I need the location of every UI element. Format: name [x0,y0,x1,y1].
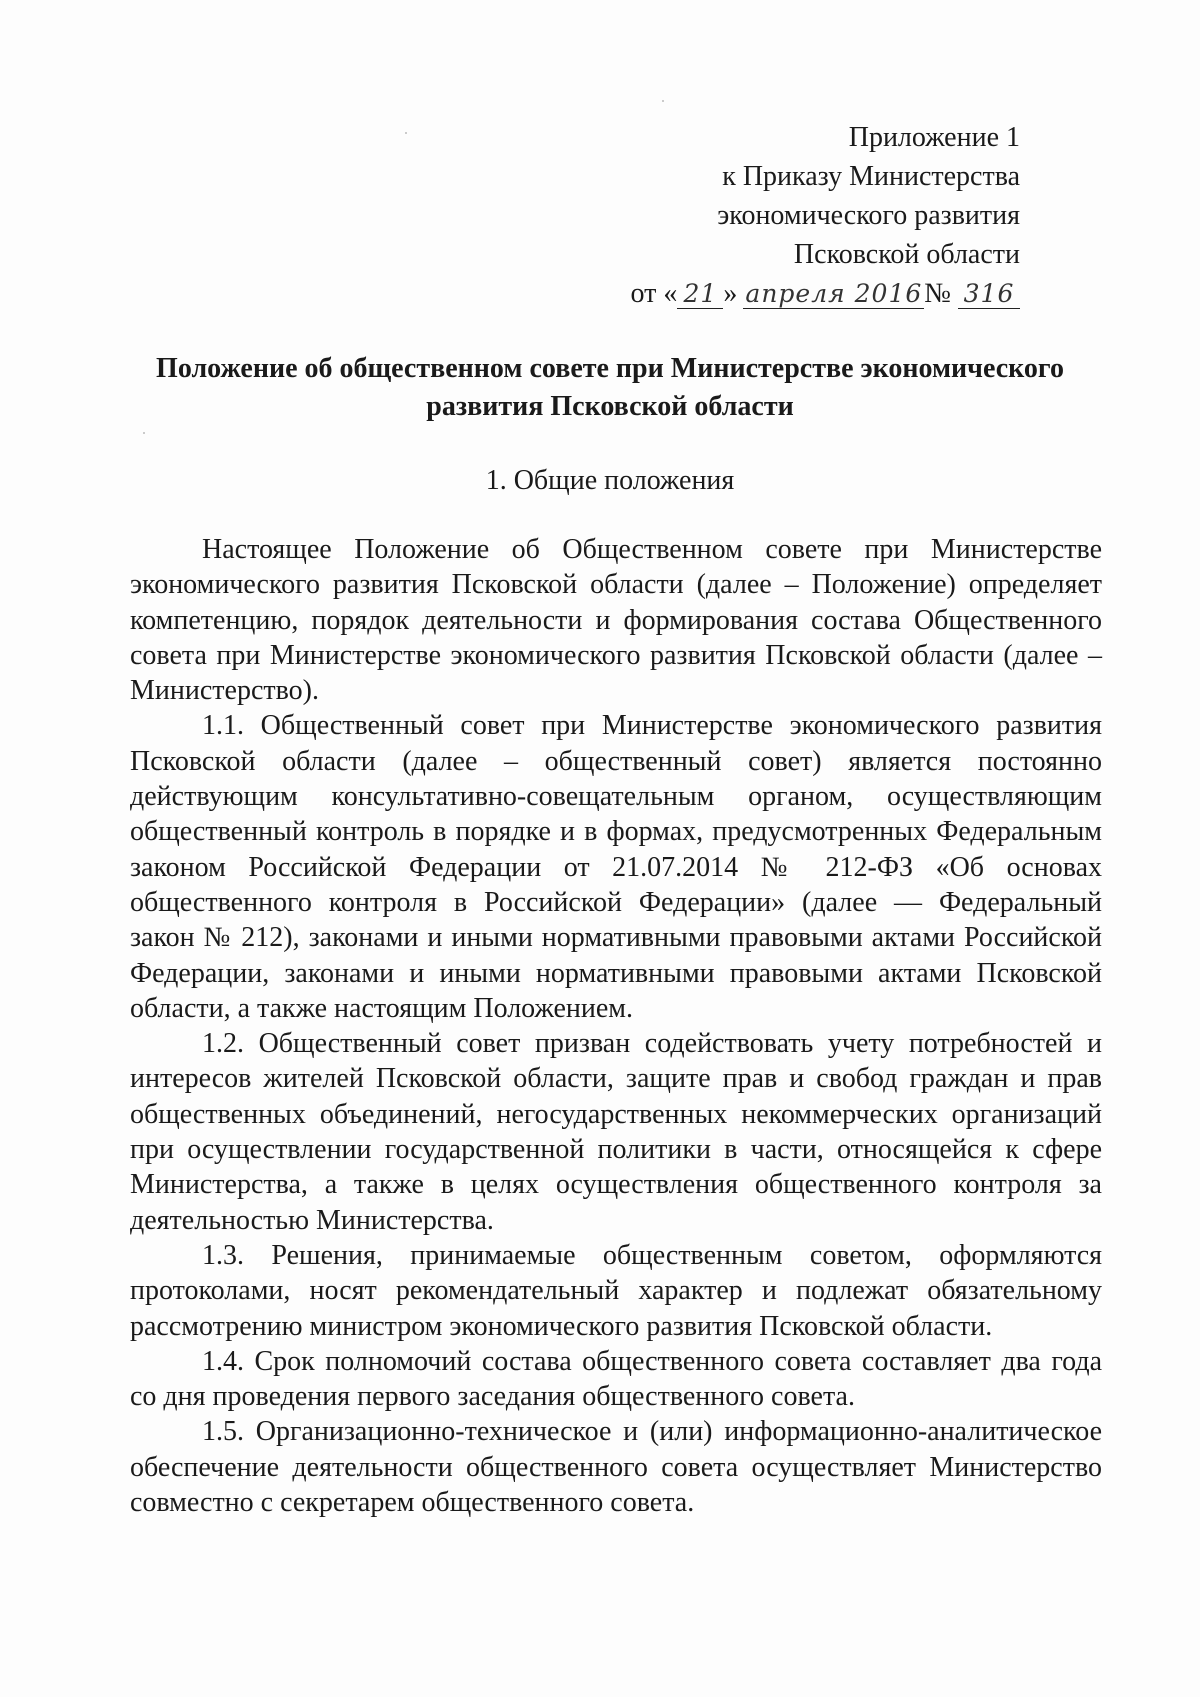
paragraph-1-4: 1.4. Срок полномочий состава общественного совета составляет два года со дня проведения первого заседания общественного совета. [130,1345,1102,1413]
appendix-number: Приложение 1 [848,122,1020,153]
appendix-header [631,118,1020,313]
date-mid: » [723,278,738,309]
number-prefix: № [924,278,951,309]
paragraph-1-1: 1.1. Общественный совет при Министерстве экономического развития Псковской области (далее – общественный совет) является постоянно действующим консультативно-совещательным органом, осуществляющим общественный контроль в порядке и в формах, предусмотренных Федеральным законом Российской Федерации от 21.07.2014 № 212-ФЗ «Об основах общественного контроля в Российской Федерации» (далее — Федеральный закон № 212), законами и иными нормативными правовыми актами Российской Федерации, законами и иными нормативными правовыми актами Псковской области, а также настоящим Положением. [130,710,1102,1024]
appendix-date-line [631,274,1020,313]
scan-speck [143,432,145,434]
date-day-handwritten: 21 [677,280,723,309]
document-body [130,532,1102,1520]
appendix-order-ref: к Приказу Министерства [722,161,1020,192]
paragraph-intro: Настоящее Положение об Общественном совете при Министерстве экономического развития Псковской области (далее – Положение) определяет компетенцию, порядок деятельности и формирования состава Общественного совета при Министерстве экономического развития Псковской области (далее – Министерство). [130,534,1102,707]
paragraph-1-3: 1.3. Решения, принимаемые общественным советом, оформляются протоколами, носят рекомендательный характер и подлежат обязательному рассмотрению министром экономического развития Псковской области. [130,1239,1102,1342]
date-prefix: от « [630,278,678,309]
appendix-ministry: экономического развития [717,200,1020,231]
title-line-2: развития Псковской области [426,391,794,422]
title-line-1: Положение об общественном совете при Министерстве экономического [156,353,1064,384]
document-title [130,350,1090,426]
section-heading: 1. Общие положения [485,465,735,496]
order-number-handwritten: 316 [958,280,1020,309]
paragraph-1-5: 1.5. Организационно-техническое и (или) информационно-аналитическое обеспечение деятельности общественного совета осуществляет Министерство совместно с секретарем общественного совета. [130,1416,1102,1519]
scan-speck [405,132,407,134]
paragraph-1-2: 1.2. Общественный совет призван содействовать учету потребностей и интересов жителей Псковской области, защите прав и свобод граждан и прав общественных объединений, негосударственных некоммерческих организаций при осуществлении государственной политики в части, относящейся к сфере Министерства, а также в целях осуществления общественного контроля за деятельностью Министерства. [130,1028,1102,1236]
appendix-region: Псковской области [793,239,1020,270]
date-month-handwritten: апреля 2016 [745,279,923,308]
scan-speck [662,100,664,102]
